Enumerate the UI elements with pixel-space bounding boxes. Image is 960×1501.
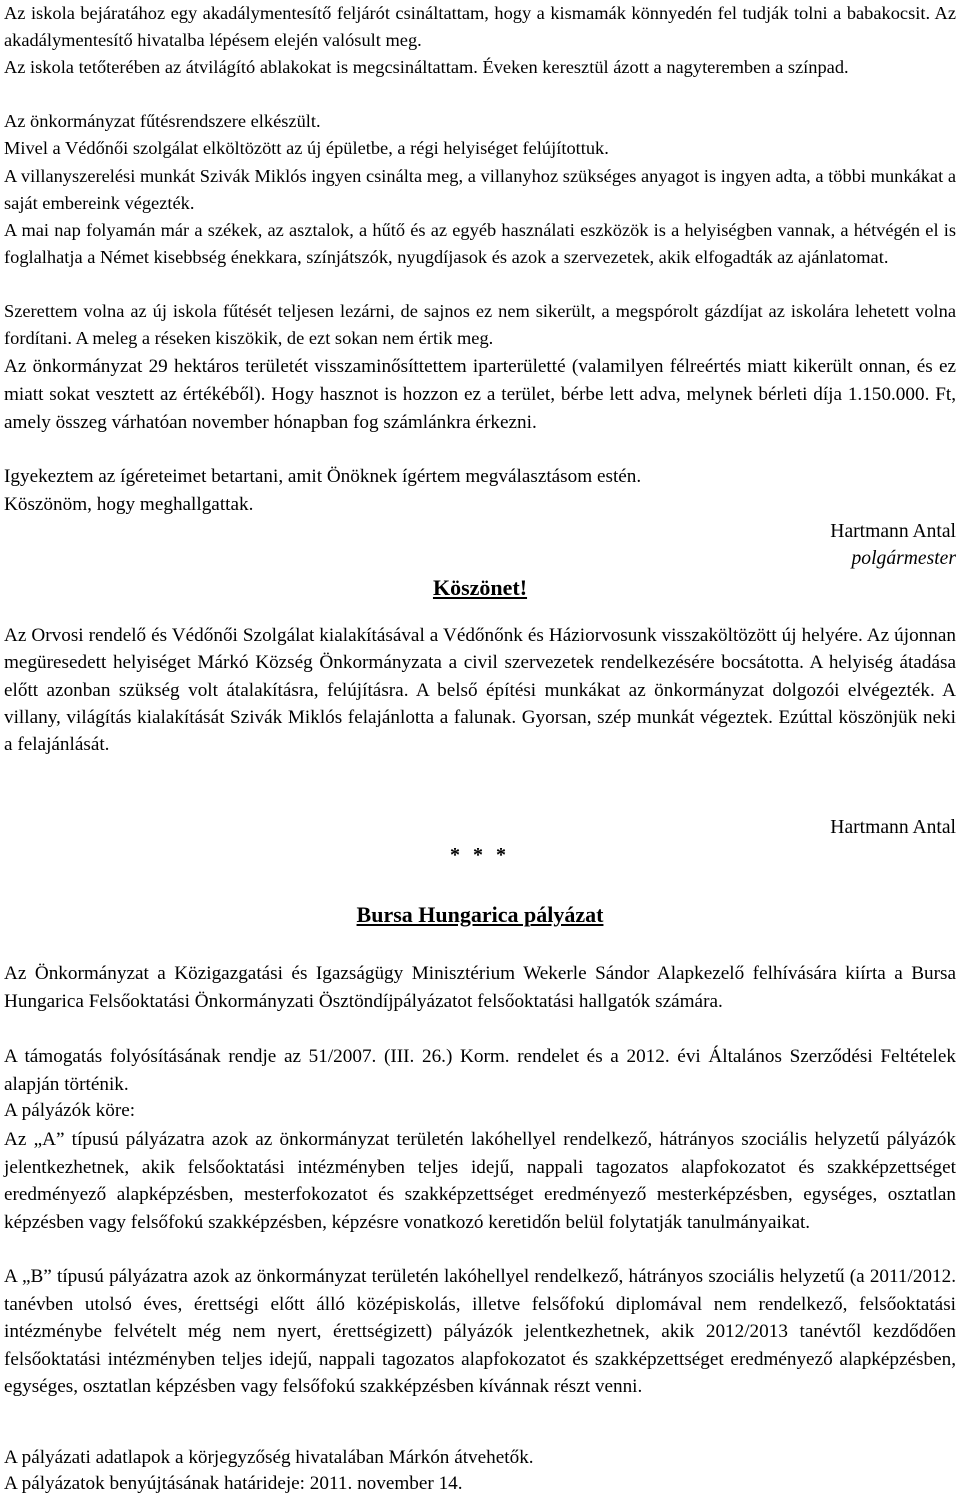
paragraph-clinic-relocation: Az Orvosi rendelő és Védőnői Szolgálat kialakításával a Védőnőnk és Háziorvosunk visszaköltözött új helyére. Az újonnan megüresedett helyiséget Márkó Község Önkormányzata a civil szervezetek rendelkezésére bocsátotta. A helyiség átadása előtt azonban szükség volt átalakításra, felújításra. A belső építési munkákat az önkormányzat dolgozói elvégezték. A villany, világítás kialakítását Szivák Miklós felajánlotta a falunak. Gyorsan, szép munkát végeztek. Ezúttal köszönjük neki a felajánlását. xyxy=(4,625,956,756)
paragraph-deadline: A pályázatok benyújtásának határideje: 2011. november 14. xyxy=(4,1473,463,1494)
paragraph-promises: Igyekeztem az ígéreteimet betartani, amit Önöknek ígértem megválasztásom estén. xyxy=(4,466,642,487)
paragraph-type-a: Az „A” típusú pályázatra azok az önkormányzat területén lakóhellyel rendelkező, hátrányos szociális helyzetű pályázók jelentkezhetnek, akik felsőoktatási intézményben teljes idejű, nappali tagozatos alapfokozatot és szakképzettséget eredményező alapképzésben, mesterfokozatot és szakképzettséget eredményező mesterképzésben, egységes, osztatlan képzésben vagy felsőfokú szakképzésben, képzésre vonatkozó keretidőn belül folytatják tanulmányaikat. xyxy=(4,1129,956,1233)
paragraph-school-heating: Szerettem volna az új iskola fűtését teljesen lezárni, de sajnos ez nem sikerült, a megspórolt gázdíjat az iskolára lehetett volna fordítani. A meleg a réseken kiszökik, de ezt sokan nem értik meg. xyxy=(4,301,956,348)
section-separator: * * * xyxy=(450,844,510,866)
paragraph-bursa-call: Az Önkormányzat a Közigazgatási és Igazságügy Minisztérium Wekerle Sándor Alapkezelő felhívására kiírta a Bursa Hungarica Felsőoktatási Önkormányzati Ösztöndíjpályázatot felsőoktatási hallgatók számára. xyxy=(4,963,956,1012)
paragraph-attic-windows: Az iskola tetőterében az átvilágító ablakokat is megcsináltattam. Éveken keresztül ázott a nagyteremben a színpad. xyxy=(4,57,849,77)
paragraph-electrical-work: A villanyszerelési munkát Szivák Miklós ingyen csinálta meg, a villanyhoz szükséges anyagot is ingyen adta, a többi munkákat a saját embereink végezték. xyxy=(4,166,956,213)
paragraph-industrial-area: Az önkormányzat 29 hektáros területét visszaminősíttettem iparterületté (valamilyen félreértés miatt kikerült onnan, és ez miatt sokat vesztett az értékéből). Hogy hasznot is hozzon ez a terület, bérbe lett adva, melynek bérleti díja 1.150.000. Ft, amely összeg várhatóan november hónapban fog számlánkra érkezni. xyxy=(4,356,956,433)
paragraph-bursa-rules: A támogatás folyósításának rendje az 51/2007. (III. 26.) Korm. rendelet és a 2012. évi Általános Szerződési Feltételek alapján történik. xyxy=(4,1046,956,1095)
paragraph-forms-pickup: A pályázati adatlapok a körjegyzőség hivatalában Márkón átvehetők. xyxy=(4,1447,534,1468)
paragraph-thanks-listening: Köszönöm, hogy meghallgattak. xyxy=(4,494,254,515)
signature-title: polgármester xyxy=(851,548,956,569)
paragraph-type-b: A „B” típusú pályázatra azok az önkormányzat területén lakóhellyel rendelkező, hátrányos szociális helyzetű (a 2011/2012. tanévben utolsó éves, érettségi előtt álló középiskolás, illetve felsőfokú diplomával nem rendelkező, felsőoktatási intézménybe felvételt még nem nyert, érettségizett) pályázók jelentkezhetnek, akik 2012/2013 tanévtől kezdődően felsőoktatási intézményben teljes idejű, nappali tagozatos alapfokozatot és szakképzettséget eredményező alapképzésben, egységes, osztatlan képzésben vagy felsőfokú szakképzésben kívánnak részt venni. xyxy=(4,1266,956,1397)
paragraph-heating-system: Az önkormányzat fűtésrendszere elkészült. xyxy=(4,111,321,131)
signature-name-2: Hartmann Antal xyxy=(830,817,956,838)
section-heading-bursa: Bursa Hungarica pályázat xyxy=(356,902,604,927)
paragraph-applicants-label: A pályázók köre: xyxy=(4,1100,136,1121)
signature-name: Hartmann Antal xyxy=(830,521,956,542)
paragraph-accessibility-ramp: Az iskola bejáratához egy akadálymentesítő feljárót csináltattam, hogy a kismamák könnyedén fel tudják tolni a babakocsit. Az akadálymentesítő hivatalba lépésem elején valósult meg. xyxy=(4,3,956,50)
paragraph-furniture: A mai nap folyamán már a székek, az asztalok, a hűtő és az egyéb használati eszközök is a helyiségben vannak, a hétvégén el is foglalhatja a Német kisebbség énekkara, színjátszók, nyugdíjasok és azok a szervezetek, akik elfogadták az ajánlatomat. xyxy=(4,220,956,267)
paragraph-health-visitor-move: Mivel a Védőnői szolgálat elköltözött az új épületbe, a régi helyiséget felújítottuk. xyxy=(4,138,609,158)
section-heading-koszonet: Köszönet! xyxy=(432,575,528,600)
